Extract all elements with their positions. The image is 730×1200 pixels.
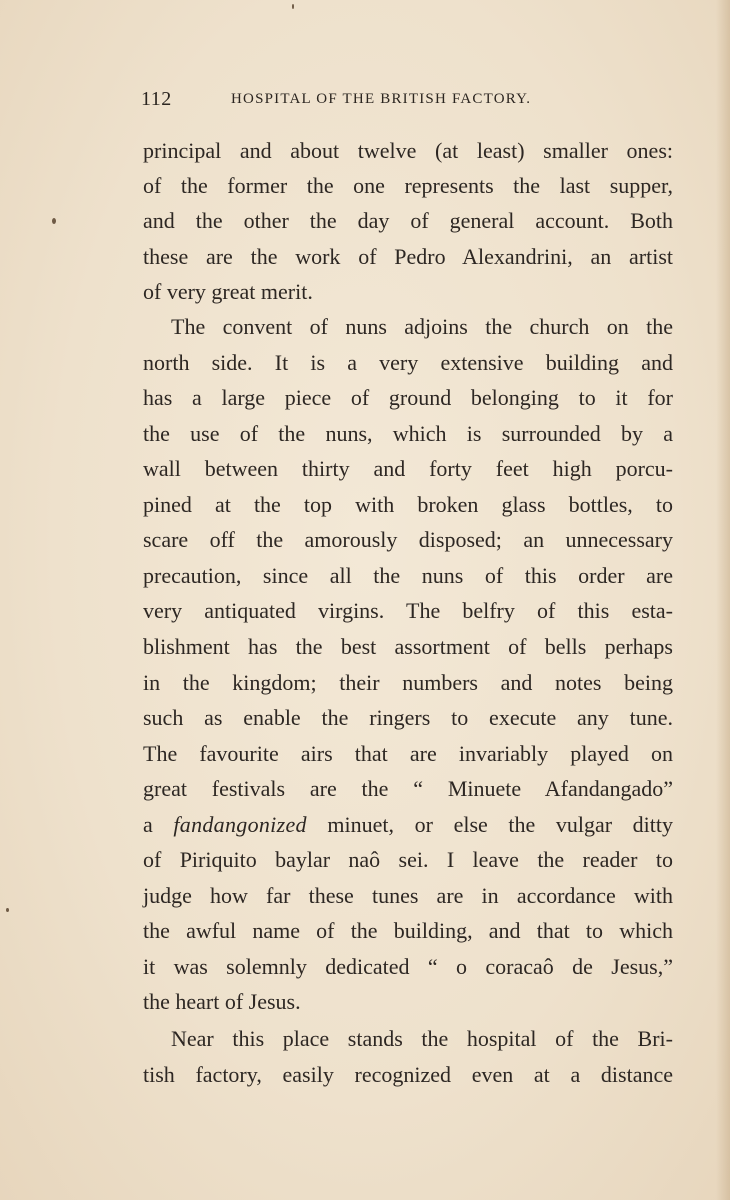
line-prefix: a [143,812,174,837]
line-suffix: minuet, or else the vulgar ditty [306,812,673,837]
text-line: scare off the amorously disposed; an unnecessary [143,527,673,552]
text-line: judge how far these tunes are in accordance with [143,883,673,908]
text-line: The convent of nuns adjoins the church on the [171,314,673,339]
paper-speck [6,908,9,912]
paper-speck [292,4,294,9]
text-line: pined at the top with broken glass bottles, to [143,492,673,517]
text-line: The favourite airs that are invariably played on [143,741,673,766]
text-line: these are the work of Pedro Alexandrini, an artist [143,244,673,269]
text-line: blishment has the best assortment of bells perhaps [143,634,673,659]
paper-speck [52,218,56,224]
text-line: in the kingdom; their numbers and notes being [143,670,673,695]
text-line: wall between thirty and forty feet high porcu- [143,456,673,481]
text-line: of very great merit. [143,279,313,304]
text-line: tish factory, easily recognized even at a distance [143,1062,673,1087]
text-line: north side. It is a very extensive building and [143,350,673,375]
text-line: of Piriquito baylar naô sei. I leave the reader to [143,847,673,872]
text-line: very antiquated virgins. The belfry of this esta- [143,598,673,623]
text-line: the heart of Jesus. [143,989,301,1014]
text-line: the awful name of the building, and that to which [143,918,673,943]
italic-word: fandangonized [173,812,307,837]
text-line: Near this place stands the hospital of the Bri- [171,1026,673,1051]
text-line: the use of the nuns, which is surrounded by a [143,421,673,446]
text-line: great festivals are the “ Minuete Afandangado” [143,776,673,801]
text-line: such as enable the ringers to execute any tune. [143,705,673,730]
text-line-with-italic [143,808,673,842]
text-line: has a large piece of ground belonging to it for [143,385,673,410]
text-line: of the former the one represents the last supper, [143,173,673,198]
running-head-title: HOSPITAL OF THE BRITISH FACTORY. [231,91,532,107]
text-line: precaution, since all the nuns of this order are [143,563,673,588]
page-number: 112 [141,88,172,110]
text-line: and the other the day of general account. Both [143,208,673,233]
text-line: it was solemnly dedicated “ o coracaô de Jesus,” [143,954,673,979]
text-line: principal and about twelve (at least) smaller ones: [143,138,673,163]
